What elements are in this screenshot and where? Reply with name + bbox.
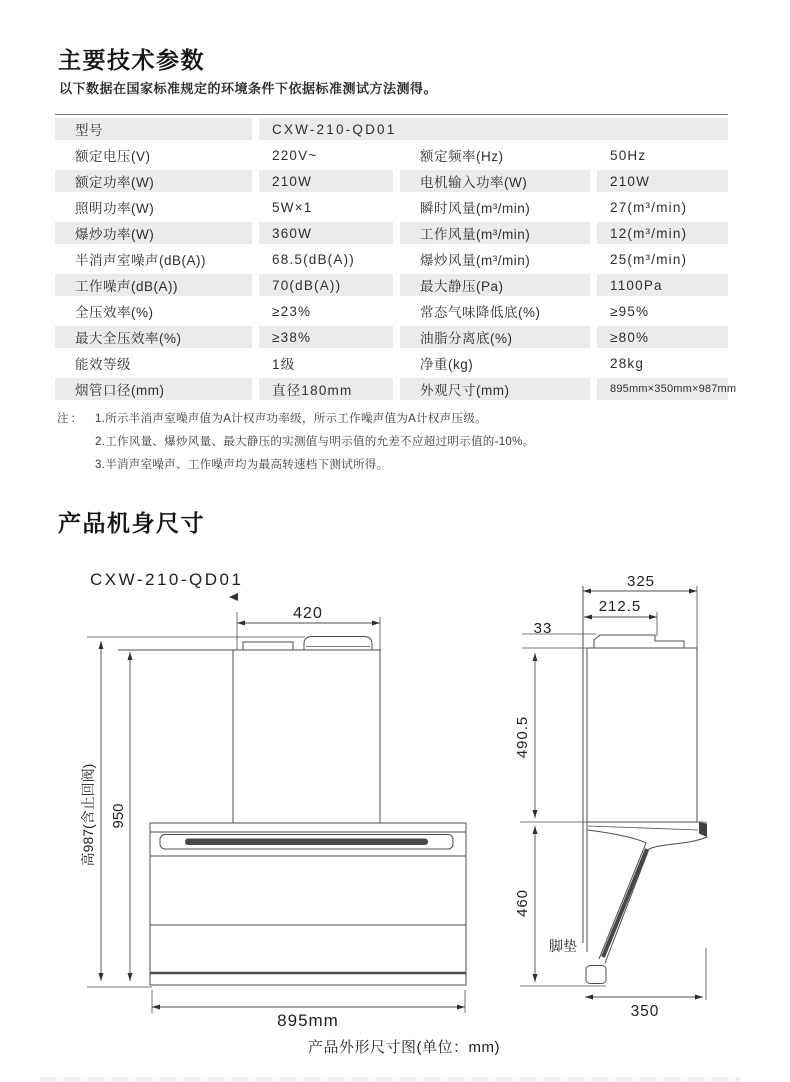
notes [57,408,534,477]
spec-label: 最大全压效率(%) [55,326,252,348]
table-row [55,222,728,244]
spec-value: 27(m³/min) [610,199,688,215]
table-row [55,352,728,374]
cursor-arrow-icon [229,593,238,601]
dim-label-350: 350 [630,1003,660,1020]
subtitle-test-conditions: 以下数据在国家标准规定的环境条件下依据标准测试方法测得。 [59,81,438,96]
spec-label: 额定电压(V) [75,149,151,164]
table-row [55,170,728,192]
spec-label: 额定频率(Hz) [420,149,504,164]
spec-label: 照明功率(W) [75,201,155,216]
dim-label-212-5: 212.5 [598,598,642,615]
spec-label: 烟管口径(mm) [55,378,252,400]
spec-value: 5W×1 [272,199,313,215]
spec-value: 210W [597,170,728,192]
dim-label-460: 460 [514,888,531,918]
spec-value: 1100Pa [597,274,728,296]
spec-label: 外观尺寸(mm) [400,378,590,400]
spec-label: 油脂分离底(%) [400,326,590,348]
table-row [55,144,728,166]
spec-value: 1级 [272,357,296,372]
table-row [55,300,728,322]
spec-value: ≥80% [597,326,728,348]
spec-label: 净重(kg) [420,357,474,372]
spec-value: 70(dB(A)) [259,274,393,296]
spec-value: ≥23% [272,303,312,319]
spec-label: 工作噪声(dB(A)) [55,274,252,296]
table-row [55,274,728,296]
spec-label: 爆炒风量(m³/min) [420,253,531,268]
dimension-labels [80,573,659,1056]
spec-table [55,114,737,404]
spec-label: 瞬时风量(m³/min) [420,201,531,216]
spec-label: 半消声室噪声(dB(A)) [75,253,206,268]
section-title-tech-params: 主要技术参数 [58,47,205,73]
foot-pad-label: 脚垫 [549,938,577,954]
table-row [55,326,728,348]
spec-label: 工作风量(m³/min) [400,222,590,244]
spec-value: 210W [259,170,393,192]
notes-prefix: 注： [57,413,84,425]
spec-value: 12(m³/min) [597,222,728,244]
spec-value: 220V~ [272,147,318,163]
front-view [87,612,466,1013]
table-row [55,378,737,400]
section-title-dimensions: 产品机身尺寸 [58,510,205,536]
note-item: 1.所示半消声室噪声值为A计权声功率级，所示工作噪声值为A计权声压级。 [95,413,487,425]
spec-value: 360W [259,222,393,244]
spec-label: 型号 [55,118,252,140]
dim-label-950: 950 [110,803,127,829]
spec-label: 电机输入功率(W) [400,170,590,192]
page-bottom-strip [40,1077,740,1082]
dim-label-490-5: 490.5 [514,715,531,759]
spec-value: 50Hz [610,147,647,163]
spec-value: 895mm×350mm×987mm [597,378,728,400]
dim-label-33: 33 [533,620,553,637]
dim-label-420: 420 [293,605,323,622]
spec-value: ≥95% [610,303,650,319]
dim-label-325: 325 [626,573,656,590]
table-row [55,248,728,270]
note-item: 2.工作风量、爆炒风量、最大静压的实测值与明示值的允差不应超过明示值的-10%。 [95,436,535,448]
spec-label: 常态气味降低底(%) [420,305,541,320]
note-item: 3.半消声室噪声、工作噪声均为最高转速档下测试所得。 [95,459,389,471]
spec-label: 最大静压(Pa) [400,274,590,296]
spec-label: 全压效率(%) [75,305,154,320]
drawing-caption: 产品外形尺寸图(单位：mm) [308,1039,500,1056]
spec-label: 能效等级 [75,357,131,372]
spec-value-model: CXW-210-QD01 [259,118,728,140]
notes-lines [95,408,534,477]
dim-label-987: 高987(含止回阀) [80,763,96,867]
table-row [55,118,728,140]
drawing-model-label: CXW-210-QD01 [90,570,244,589]
spec-label: 爆炒功率(W) [55,222,252,244]
dim-label-895: 895mm [277,1011,339,1030]
table-row [55,196,728,218]
spec-value: 68.5(dB(A)) [272,251,355,267]
spec-value: ≥38% [259,326,393,348]
dimension-drawing [0,560,790,1065]
spec-value: 直径180mm [259,378,393,400]
spec-label: 额定功率(W) [55,170,252,192]
spec-value: 25(m³/min) [610,251,688,267]
spec-value: 28kg [610,355,645,371]
